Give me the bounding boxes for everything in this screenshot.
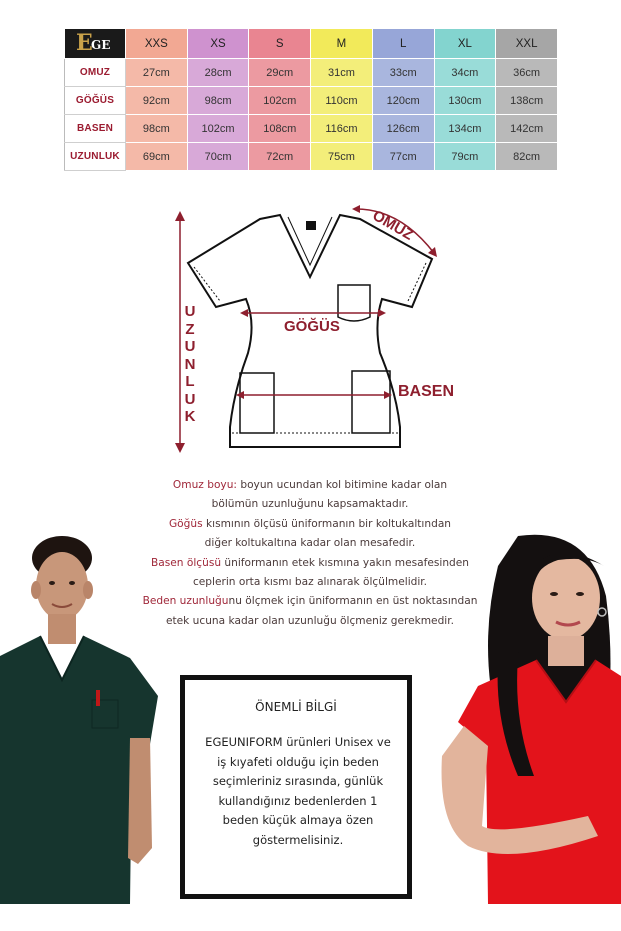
- instruction-line: ceplerin orta kısmı baz alınarak ölçülmelidir.: [192, 576, 428, 589]
- size-header: S: [249, 29, 311, 59]
- important-info-box: [180, 675, 412, 899]
- table-cell: 102cm: [249, 87, 311, 115]
- table-row-gogus: [65, 87, 558, 115]
- table-row-basen: [65, 115, 558, 143]
- omuz-label: OMUZ: [369, 207, 417, 244]
- table-cell: 116cm: [311, 115, 373, 143]
- size-chart-table: [64, 28, 558, 171]
- table-cell: 120cm: [372, 87, 434, 115]
- table-cell: 108cm: [249, 115, 311, 143]
- brand-logo: [65, 29, 126, 59]
- table-cell: 134cm: [434, 115, 496, 143]
- basen-label: BASEN: [398, 383, 455, 400]
- size-header-row: [65, 29, 558, 59]
- right-pocket-icon: [352, 371, 390, 433]
- table-cell: 82cm: [496, 143, 558, 171]
- chest-pocket-icon: [338, 285, 370, 321]
- table-cell: 29cm: [249, 59, 311, 87]
- instruction-line: bölümün uzunluğunu kapsamaktadır.: [211, 498, 409, 511]
- size-header: XXL: [496, 29, 558, 59]
- notice-title: ÖNEMLİ BİLGİ: [255, 700, 337, 714]
- table-cell: 126cm: [372, 115, 434, 143]
- row-label: GÖĞÜS: [65, 87, 126, 115]
- table-cell: 77cm: [372, 143, 434, 171]
- table-cell: 34cm: [434, 59, 496, 87]
- row-label: BASEN: [65, 115, 126, 143]
- table-cell: 72cm: [249, 143, 311, 171]
- table-row-omuz: [65, 59, 558, 87]
- table-cell: 75cm: [311, 143, 373, 171]
- instruction-line: Göğüs kısmının ölçüsü üniformanın bir koltukaltından: [168, 517, 452, 530]
- row-label: UZUNLUK: [65, 143, 126, 171]
- table-cell: 98cm: [126, 115, 188, 143]
- table-cell: 33cm: [372, 59, 434, 87]
- female-model-photo: [438, 526, 621, 904]
- table-cell: 98cm: [187, 87, 249, 115]
- table-cell: 92cm: [126, 87, 188, 115]
- table-cell: 27cm: [126, 59, 188, 87]
- size-header: XS: [187, 29, 249, 59]
- table-cell: 142cm: [496, 115, 558, 143]
- table-cell: 110cm: [311, 87, 373, 115]
- uzunluk-letter: N: [184, 355, 196, 373]
- uzunluk-letter: K: [184, 408, 196, 425]
- table-cell: 31cm: [311, 59, 373, 87]
- table-cell: 69cm: [126, 143, 188, 171]
- uzunluk-letter: U: [184, 390, 196, 408]
- size-header: XL: [434, 29, 496, 59]
- size-header: M: [311, 29, 373, 59]
- row-label: OMUZ: [65, 59, 126, 87]
- instruction-line: diğer koltukaltına kadar olan mesafedir.: [204, 537, 416, 550]
- uzunluk-label: [180, 303, 200, 426]
- instruction-line: Beden uzunluğunu ölçmek için üniformanın en üst noktasından: [142, 595, 478, 608]
- notice-body: EGEUNIFORM ürünleri Unisex ve iş kıyafeti olduğu için beden seçimleriniz sırasında, günlük kullandığınız bedenlerden 1 beden küçük almaya özen göstermelisiniz.: [205, 735, 391, 847]
- table-cell: 130cm: [434, 87, 496, 115]
- size-header: XXS: [126, 29, 188, 59]
- instruction-line: Omuz boyu: boyun ucundan kol bitimine kadar olan: [172, 479, 448, 491]
- table-cell: 70cm: [187, 143, 249, 171]
- ege-logo-icon: E GE: [76, 30, 111, 56]
- uzunluk-letter: U: [184, 338, 196, 355]
- uzunluk-letter: L: [185, 373, 195, 390]
- table-cell: 102cm: [187, 115, 249, 143]
- uzunluk-letter: Z: [185, 320, 195, 338]
- size-header: L: [372, 29, 434, 59]
- table-cell: 28cm: [187, 59, 249, 87]
- instruction-line: etek ucuna kadar olan uzunluğu ölçmeniz gerekmedir.: [165, 614, 454, 627]
- table-cell: 36cm: [496, 59, 558, 87]
- instruction-line: Basen ölçüsü üniformanın etek kısmına yakın mesafesinden: [150, 556, 470, 569]
- table-cell: 79cm: [434, 143, 496, 171]
- uzunluk-letter: U: [184, 303, 196, 320]
- gogus-label: GÖĞÜS: [284, 318, 340, 335]
- table-row-uzunluk: [65, 143, 558, 171]
- table-cell: 138cm: [496, 87, 558, 115]
- male-model-photo: [0, 528, 165, 904]
- left-pocket-icon: [240, 373, 274, 433]
